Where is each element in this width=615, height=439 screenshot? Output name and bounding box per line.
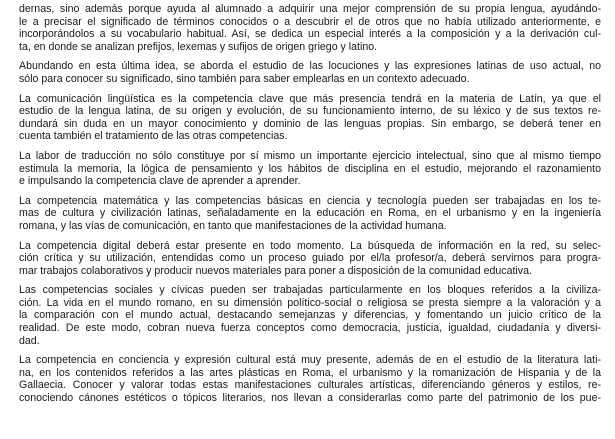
text-line: ta, en donde se analizan prefijos, lexemas y sufijos de origen griego y latino. — [19, 40, 378, 53]
text-line: La competencia digital deberá estar presente en todo momento. La búsqueda de información en la red, su selec- — [19, 239, 601, 252]
text-line: e impulsando la competencia clave de aprender a aprender. — [19, 175, 301, 188]
paragraph-latin-expressions — [19, 60, 601, 85]
text-line: cuenta también el tratamiento de las otras competencias. — [19, 130, 288, 143]
text-line: estimula la memoria, la lógica de pensamiento y los hábitos de disciplina en el estudio, mejorando el razonamiento — [19, 162, 601, 175]
text-line: sólo para conocer su significado, sino también para saber emplearlas en un contexto adecuado. — [19, 72, 470, 85]
text-line: estudio de la lengua latina, de su origen y evolución, de su funcionamiento interno, de su léxico y de sus textos re- — [19, 105, 601, 118]
text-line: dad. — [19, 334, 40, 347]
text-line: Abundando en esta última idea, se aborda el estudio de las locuciones y las expresiones latinas de uso actual, no — [19, 60, 601, 73]
text-line: Gallaecia. Conocer y valorar todas estas manifestaciones culturales artísticas, diferenciando géneros y estilos, re- — [19, 379, 601, 392]
text-line: La comunicación lingüística es la competencia clave que más presencia tendrá en la materia de Latín, ya que el — [19, 92, 601, 105]
paragraph-digital — [19, 240, 601, 278]
text-line: mas de cultura y civilización latinas, señaladamente en la educación en Roma, en el urbanismo y en la ingeniería — [19, 207, 601, 220]
text-line: romana, y las vías de comunicación, en tanto que manifestaciones de la actividad humana. — [19, 219, 447, 232]
text-line: na, en los contenidos referidos a las artes plásticas en Roma, el urbanismo y la romanización de Hispania y de la — [19, 366, 601, 379]
paragraph-vocabulary — [19, 3, 601, 53]
document-page — [19, 3, 601, 412]
text-line: la comparación con el mundo actual, destacando semejanzas y diferencias, y fomentando un juicio crítico de la — [19, 309, 601, 322]
text-line: dernas, sino además porque ayuda al alumnado a adquirir una mejor comprensión de su propia lengua, ayudándo- — [19, 3, 601, 15]
paragraph-translation — [19, 150, 601, 188]
text-line: mar trabajos colaborativos y producir nuevos materiales para poner a disposición de la comunidad educativa. — [19, 264, 532, 277]
text-line: La competencia matemática y las competencias básicas en ciencia y tecnología pueden ser trabajadas en los te- — [19, 194, 601, 207]
paragraph-linguistic-competence — [19, 93, 601, 143]
text-line: La competencia en conciencia y expresión cultural está muy presente, además de en el estudio de la literatura lati- — [19, 354, 601, 367]
text-line: dundará sin duda en un mayor conocimiento y dominio de las lenguas propias. Sin embargo, se deberá tener en — [19, 117, 601, 130]
text-line: La labor de traducción no sólo constituye por sí mismo un importante ejercicio intelectual, sino que al mismo tiempo — [19, 149, 601, 162]
text-line: realidad. De este modo, cobran nueva fuerza conceptos como democracia, justicia, igualdad, ciudadanía y diversi- — [19, 322, 601, 335]
text-line: ción. La vida en el mundo romano, en su dimensión político-social o religiosa se presta siempre a la valoración y a — [19, 296, 601, 309]
paragraph-cultural-expression — [19, 354, 601, 404]
text-line: incorporándolos a su vocabulario habitual. Así, se dedica un especial interés a la composición y a la derivación cul- — [19, 28, 601, 41]
text-line: Las competencias sociales y cívicas pueden ser trabajadas particularmente en los bloques referidos a la civiliza- — [19, 284, 601, 297]
paragraph-social-civic — [19, 284, 601, 347]
paragraph-math-science — [19, 195, 601, 233]
text-line: ción crítica y su utilización, entendidas como un proceso guiado por el/la profesor/a, deberá servirnos para progra- — [19, 252, 601, 265]
text-line: le a precisar el significado de términos conocidos o a descubrir el de otros que no había utilizado anteriormente, e — [19, 15, 601, 28]
text-line: conociendo cánones estéticos o tópicos literarios, nos llevan a considerarlas como parte del patrimonio de los pue- — [19, 392, 601, 405]
